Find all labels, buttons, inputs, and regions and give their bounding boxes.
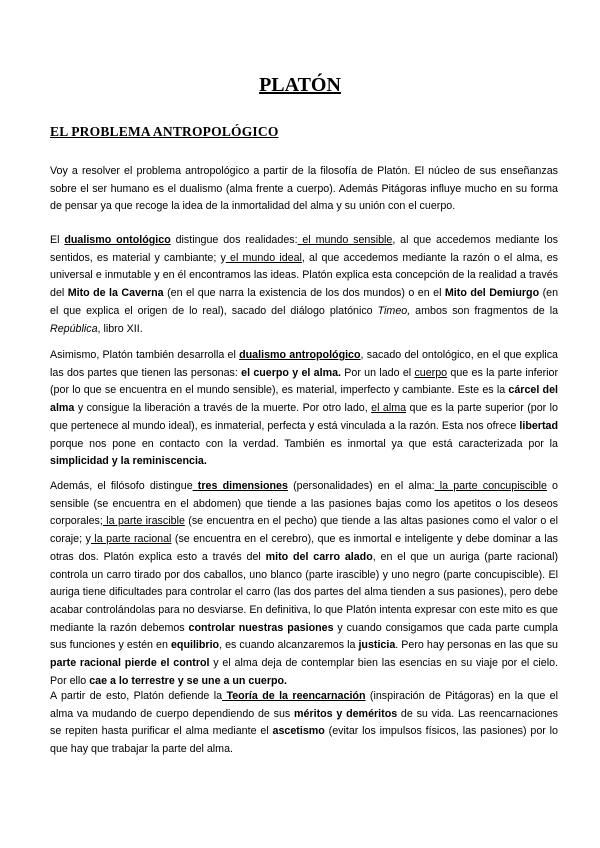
term-dualismo-antropologico: dualismo antropológico bbox=[239, 349, 361, 361]
page-title: PLATÓN bbox=[259, 74, 341, 96]
section-heading: EL PROBLEMA ANTROPOLÓGICO bbox=[50, 124, 279, 139]
paragraph-intro: Voy a resolver el problema antropológico a partir de la filosofía de Platón. El núcleo de sus enseñanzas sobre el ser humano es el dualismo (alma frente a cuerpo). Además Pitágoras influye mucho en su forma de pensar ya que recoge la idea de la inmortalidad del alma y su unión con el cuerpo. bbox=[50, 165, 558, 213]
term-teoria-reencarnacion: Teoría de la reencarnación bbox=[222, 690, 366, 702]
paragraph-ontological-dualism: El dualismo ontológico distingue dos realidades: el mundo sensible, al que accedemos mediante los sentidos, es material y cambiante; y el mundo ideal, al que accedemos mediante la razón o el alma, es universal e inmutable y en él encontramos las ideas. Platón explica esta concepción de la realidad a través del Mito de la Caverna (en el que narra la existencia de los dos mundos) o en el Mito del Demiurgo (en el que explica el origen de lo real), sacado del diálogo platónico Timeo, ambos son fragmentos de la República, libro XII. bbox=[50, 234, 559, 335]
term-tres-dimensiones: tres dimensiones bbox=[192, 480, 288, 492]
paragraph-anthropological-dualism: Asimismo, Platón también desarrolla el dualismo antropológico, sacado del ontológico, en el que explica las dos partes que tienen las personas: el cuerpo y el alma. Por un lado el cuerpo que es la parte inferior (por lo que se encuentra en el mundo sensible), es material, imperfecto y cambiante. Este es la cárcel del alma y consigue la liberación a través de la muerte. Por otro lado, el alma que es la parte superior (por lo que pertenece al mundo ideal), es inmaterial, perfecta y está vinculada a la razón. Esta nos ofrece libertad porque nos pone en contacto con la verdad. También es inmortal ya que está caracterizada por la simplicidad y la reminiscencia. bbox=[50, 349, 558, 468]
paragraph-reincarnation: A partir de esto, Platón defiende la Teoría de la reencarnación (inspiración de Pitágoras) en la que el alma va mudando de cuerpo dependiendo de sus méritos y deméritos de su vida. Las reencarnaciones se repiten hasta purificar el alma mediante el ascetismo (evitar los impulsos físicos, las pasiones) por lo que hay que trabajar la parte del alma. bbox=[50, 690, 558, 756]
paragraph-three-dimensions: Además, el filósofo distingue tres dimensiones (personalidades) en el alma: la parte concupiscible o sensible (se encuentra en el abdomen) que tiende a las pasiones bajas como los apetitos o los deseos corporales; la parte irascible (se encuentra en el pecho) que tiende a las altas pasiones como el valor o el coraje; y la parte racional (se encuentra en el cerebro), que es inmortal e inteligente y debe dominar a las otras dos. Platón explica esto a través del mito del carro alado, en el que un auriga (parte racional) controla un carro tirado por dos caballos, uno blanco (parte irascible) y uno negro (parte concupiscible). El auriga tiene dificultades para controlar el carro (las dos partes del alma tienden a sus pasiones), pero debe acabar controlándolas para no desviarse. En definitiva, lo que Platón intenta expresar con este mito es que mediante la razón debemos controlar nuestras pasiones y cuando consigamos que cada parte cumpla sus funciones y estén en equilibrio, es cuando alcanzaremos la justicia. Pero hay personas en las que su parte racional pierde el control y el alma deja de contemplar bien las esencias en su viaje por el cielo. Por ello cae a lo terrestre y se une a un cuerpo. bbox=[50, 480, 559, 687]
term-dualismo-ontologico: dualismo ontológico bbox=[64, 234, 171, 246]
